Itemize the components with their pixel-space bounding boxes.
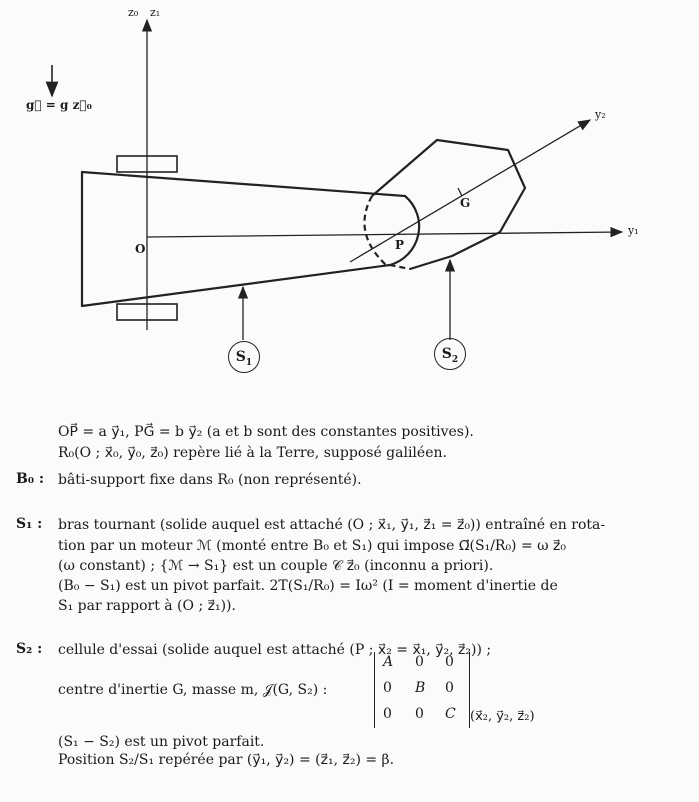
axis-y1-label: y₁ [628, 224, 639, 237]
point-g-label: G [460, 196, 471, 210]
s2-line-4: Position S₂/S₁ repérée par (y⃗₁, y⃗₂) = (z⃗₁, z⃗₂) = β. [58, 752, 395, 768]
s1-line-5: S₁ par rapport à (O ; z⃗₁)). [58, 598, 236, 614]
matrix-cell-23: 0 [445, 680, 454, 696]
axis-y2-label: y₂ [595, 108, 606, 121]
s1-key: S₁ : [16, 516, 43, 532]
s2-line-2: centre d'inertie G, masse m, 𝒥(G, S₂) : [58, 682, 328, 698]
s1-line-1: bras tournant (solide auquel est attaché (O ; x⃗₁, y⃗₁, z⃗₁ = z⃗₀)) entraîné en rota- [58, 517, 606, 533]
reference-frame-definition: R₀(O ; x⃗₀, y⃗₀, z⃗₀) repère lié à la Terre, supposé galiléen. [58, 445, 447, 461]
matrix-basis: (x⃗₂, y⃗₂, z⃗₂) [470, 709, 535, 724]
matrix-cell-13: 0 [445, 654, 454, 670]
inertia-matrix [374, 652, 470, 728]
position-definitions: OP⃗ = a y⃗₁, PG⃗ = b y⃗₂ (a et b sont des constantes positives). [58, 424, 474, 440]
mechanism-drawing [0, 0, 699, 400]
matrix-a: A [383, 654, 394, 670]
matrix-cell-12: 0 [415, 654, 424, 670]
point-g-tick [458, 188, 462, 196]
s1-line-2: tion par un moteur ℳ (monté entre B₀ et S₁) qui impose Ω⃗(S₁/R₀) = ω z⃗₀ [58, 538, 566, 554]
s2-line-3: (S₁ − S₂) est un pivot parfait. [58, 734, 265, 750]
s1-badge: $S_1$ [228, 341, 260, 373]
matrix-cell-21: 0 [383, 680, 392, 696]
s2-badge: $S_2$ [434, 338, 466, 370]
axis-y1-line [147, 232, 622, 237]
point-p-label: P [395, 238, 405, 252]
mechanism-diagram [0, 0, 699, 400]
matrix-b: B [415, 680, 426, 696]
matrix-cell-31: 0 [383, 706, 392, 722]
gravity-label: g⃗ = g z⃗₀ [26, 98, 92, 112]
matrix-c: C [445, 706, 456, 722]
s2-line-1: cellule d'essai (solide auquel est attaché (P ; x⃗₂ = x⃗₁, y⃗₂, z⃗₂)) ; [58, 642, 492, 658]
axis-y2-line [350, 120, 590, 262]
s2-key: S₂ : [16, 641, 43, 657]
axis-z1-label: z₁ [150, 6, 161, 19]
point-o-label: O [135, 242, 146, 256]
b0-key: B₀ : [16, 471, 45, 487]
b0-description: bâti-support fixe dans R₀ (non représenté). [58, 472, 362, 488]
s1-line-4: (B₀ − S₁) est un pivot parfait. 2T(S₁/R₀) = Iω² (I = moment d'inertie de [58, 578, 558, 594]
matrix-cell-32: 0 [415, 706, 424, 722]
s1-line-3: (ω constant) ; {ℳ → S₁} est un couple 𝒞 z⃗₀ (inconnu a priori). [58, 558, 494, 574]
axis-z0-label: z₀ [128, 6, 139, 19]
